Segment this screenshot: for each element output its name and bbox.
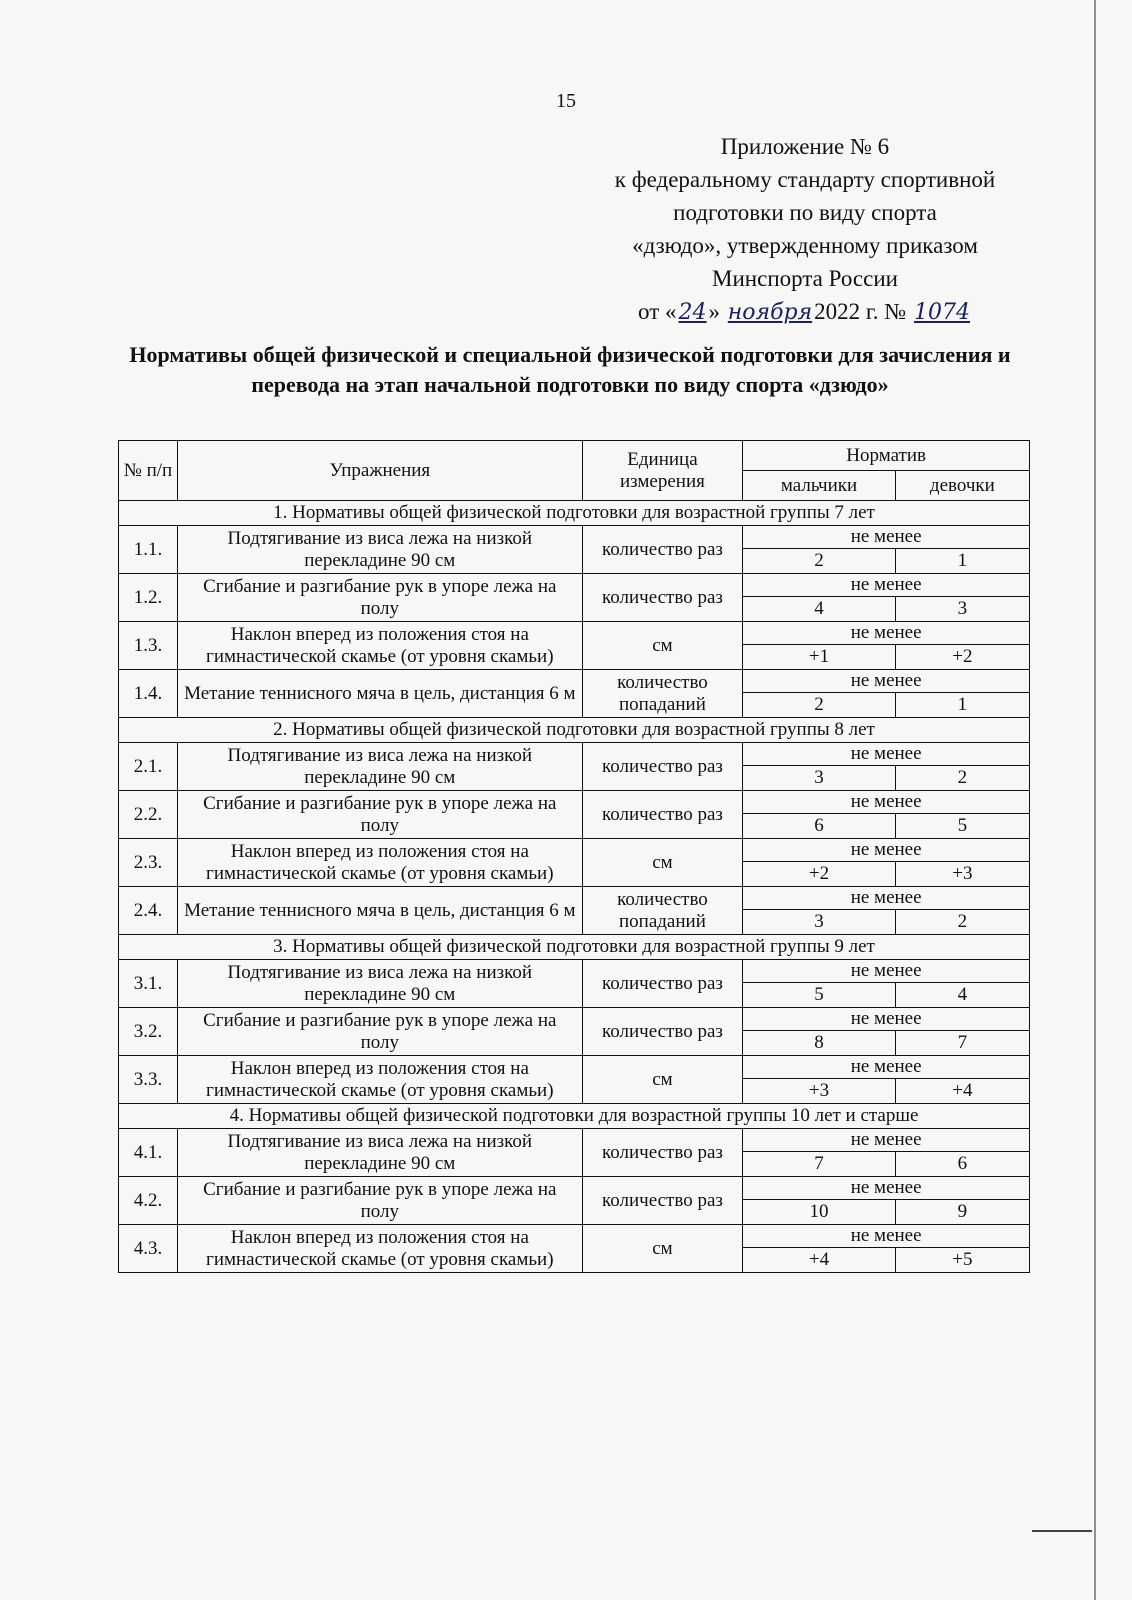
exercise-name: Наклон вперед из положения стоя на гимнастической скамье (от уровня скамьи) — [177, 1225, 582, 1273]
qualifier-cell: не менее — [743, 791, 1030, 814]
unit-cell: количество раз — [582, 1129, 743, 1177]
unit-cell: см — [582, 1225, 743, 1273]
unit-cell: см — [582, 1056, 743, 1104]
unit-cell: количество раз — [582, 743, 743, 791]
boys-value: 3 — [743, 766, 896, 791]
qualifier-cell: не менее — [743, 574, 1030, 597]
exercise-name: Сгибание и разгибание рук в упоре лежа на полу — [177, 1177, 582, 1225]
unit-cell: см — [582, 839, 743, 887]
table-body — [119, 501, 1030, 1273]
qualifier-cell: не менее — [743, 1177, 1030, 1200]
row-number: 1.4. — [119, 670, 178, 718]
boys-value: +1 — [743, 645, 896, 670]
qualifier-cell: не менее — [743, 622, 1030, 645]
section-title: 3. Нормативы общей физической подготовки для возрастной группы 9 лет — [119, 935, 1030, 960]
appendix-line-2: к федеральному стандарту спортивной — [614, 167, 996, 192]
table-row — [119, 574, 1030, 597]
page-number: 15 — [556, 90, 576, 112]
qualifier-cell: не менее — [743, 1225, 1030, 1248]
boys-value: 4 — [743, 597, 896, 622]
exercise-name: Сгибание и разгибание рук в упоре лежа на полу — [177, 1008, 582, 1056]
boys-value: +2 — [743, 862, 896, 887]
section-row — [119, 935, 1030, 960]
exercise-name: Подтягивание из виса лежа на низкой перекладине 90 см — [177, 743, 582, 791]
date-day: 24 — [678, 300, 707, 325]
boys-value: 5 — [743, 983, 896, 1008]
girls-value: 7 — [895, 1031, 1029, 1056]
qualifier-cell: не менее — [743, 1056, 1030, 1079]
unit-cell: количество попаданий — [582, 887, 743, 935]
row-number: 1.1. — [119, 526, 178, 574]
header-norm: Норматив — [743, 441, 1030, 471]
boys-value: 7 — [743, 1152, 896, 1177]
boys-value: +4 — [743, 1248, 896, 1273]
row-number: 3.1. — [119, 960, 178, 1008]
exercise-name: Метание теннисного мяча в цель, дистанция 6 м — [177, 670, 582, 718]
table-row — [119, 1177, 1030, 1200]
unit-cell: количество раз — [582, 960, 743, 1008]
section-row — [119, 1104, 1030, 1129]
boys-value: 2 — [743, 549, 896, 574]
exercise-name: Сгибание и разгибание рук в упоре лежа на полу — [177, 791, 582, 839]
exercise-name: Наклон вперед из положения стоя на гимнастической скамье (от уровня скамьи) — [177, 1056, 582, 1104]
exercise-name: Подтягивание из виса лежа на низкой перекладине 90 см — [177, 1129, 582, 1177]
table-row — [119, 839, 1030, 862]
table-row — [119, 887, 1030, 910]
qualifier-cell: не менее — [743, 960, 1030, 983]
girls-value: 1 — [895, 693, 1029, 718]
unit-cell: количество раз — [582, 1177, 743, 1225]
girls-value: 5 — [895, 814, 1029, 839]
header-girls: девочки — [895, 471, 1029, 501]
document-title: Нормативы общей физической и специальной физической подготовки для зачисления и перевода на этап начальной подготовки по виду спорта «дзюдо» — [129, 342, 1011, 397]
appendix-date-line — [580, 295, 1030, 329]
boys-value: 6 — [743, 814, 896, 839]
table-row — [119, 743, 1030, 766]
header-exercise: Упражнения — [177, 441, 582, 501]
girls-value: 1 — [895, 549, 1029, 574]
header-boys: мальчики — [743, 471, 896, 501]
qualifier-cell: не менее — [743, 1129, 1030, 1152]
row-number: 3.2. — [119, 1008, 178, 1056]
row-number: 1.3. — [119, 622, 178, 670]
girls-value: 2 — [895, 766, 1029, 791]
boys-value: 8 — [743, 1031, 896, 1056]
unit-cell: количество раз — [582, 526, 743, 574]
standards-table — [118, 440, 1030, 1273]
exercise-name: Наклон вперед из положения стоя на гимнастической скамье (от уровня скамьи) — [177, 622, 582, 670]
row-number: 2.2. — [119, 791, 178, 839]
unit-cell: количество раз — [582, 791, 743, 839]
qualifier-cell: не менее — [743, 887, 1030, 910]
girls-value: +5 — [895, 1248, 1029, 1273]
qualifier-cell: не менее — [743, 743, 1030, 766]
girls-value: +2 — [895, 645, 1029, 670]
section-title: 2. Нормативы общей физической подготовки для возрастной группы 8 лет — [119, 718, 1030, 743]
appendix-line-5: Минспорта России — [712, 266, 898, 291]
qualifier-cell: не менее — [743, 526, 1030, 549]
appendix-line-1: Приложение № 6 — [720, 134, 890, 159]
table-row — [119, 1056, 1030, 1079]
row-number: 2.4. — [119, 887, 178, 935]
date-month: ноября — [727, 300, 813, 325]
section-title: 4. Нормативы общей физической подготовки для возрастной группы 10 лет и старше — [119, 1104, 1030, 1129]
table-row — [119, 791, 1030, 814]
date-year: 2022 г. № — [814, 299, 907, 324]
table-row — [119, 670, 1030, 693]
boys-value: 2 — [743, 693, 896, 718]
girls-value: +4 — [895, 1079, 1029, 1104]
margin-mark — [1032, 1530, 1092, 1532]
table-row — [119, 1225, 1030, 1248]
exercise-name: Сгибание и разгибание рук в упоре лежа на полу — [177, 574, 582, 622]
exercise-name: Подтягивание из виса лежа на низкой перекладине 90 см — [177, 960, 582, 1008]
boys-value: 10 — [743, 1200, 896, 1225]
girls-value: 2 — [895, 910, 1029, 935]
table-row — [119, 960, 1030, 983]
row-number: 2.3. — [119, 839, 178, 887]
row-number: 4.1. — [119, 1129, 178, 1177]
section-title: 1. Нормативы общей физической подготовки для возрастной группы 7 лет — [119, 501, 1030, 526]
row-number: 2.1. — [119, 743, 178, 791]
girls-value: 3 — [895, 597, 1029, 622]
row-number: 3.3. — [119, 1056, 178, 1104]
exercise-name: Наклон вперед из положения стоя на гимнастической скамье (от уровня скамьи) — [177, 839, 582, 887]
header-num: № п/п — [119, 441, 178, 501]
boys-value: +3 — [743, 1079, 896, 1104]
date-prefix: от « — [638, 299, 677, 324]
unit-cell: см — [582, 622, 743, 670]
girls-value: +3 — [895, 862, 1029, 887]
order-number: 1074 — [913, 300, 970, 325]
table-row — [119, 1008, 1030, 1031]
boys-value: 3 — [743, 910, 896, 935]
section-row — [119, 501, 1030, 526]
header-unit: Единица измерения — [582, 441, 743, 501]
girls-value: 9 — [895, 1200, 1029, 1225]
table-row — [119, 1129, 1030, 1152]
row-number: 4.2. — [119, 1177, 178, 1225]
qualifier-cell: не менее — [743, 839, 1030, 862]
unit-cell: количество раз — [582, 574, 743, 622]
appendix-line-4: «дзюдо», утвержденному приказом — [632, 233, 978, 258]
table-row — [119, 622, 1030, 645]
table-row — [119, 526, 1030, 549]
girls-value: 4 — [895, 983, 1029, 1008]
appendix-line-3: подготовки по виду спорта — [673, 200, 937, 225]
row-number: 4.3. — [119, 1225, 178, 1273]
girls-value: 6 — [895, 1152, 1029, 1177]
page-edge — [1094, 0, 1096, 1600]
exercise-name: Метание теннисного мяча в цель, дистанция 6 м — [177, 887, 582, 935]
unit-cell: количество попаданий — [582, 670, 743, 718]
row-number: 1.2. — [119, 574, 178, 622]
appendix-block — [580, 130, 1030, 329]
date-mid: » — [708, 299, 721, 324]
unit-cell: количество раз — [582, 1008, 743, 1056]
qualifier-cell: не менее — [743, 670, 1030, 693]
qualifier-cell: не менее — [743, 1008, 1030, 1031]
section-row — [119, 718, 1030, 743]
exercise-name: Подтягивание из виса лежа на низкой перекладине 90 см — [177, 526, 582, 574]
